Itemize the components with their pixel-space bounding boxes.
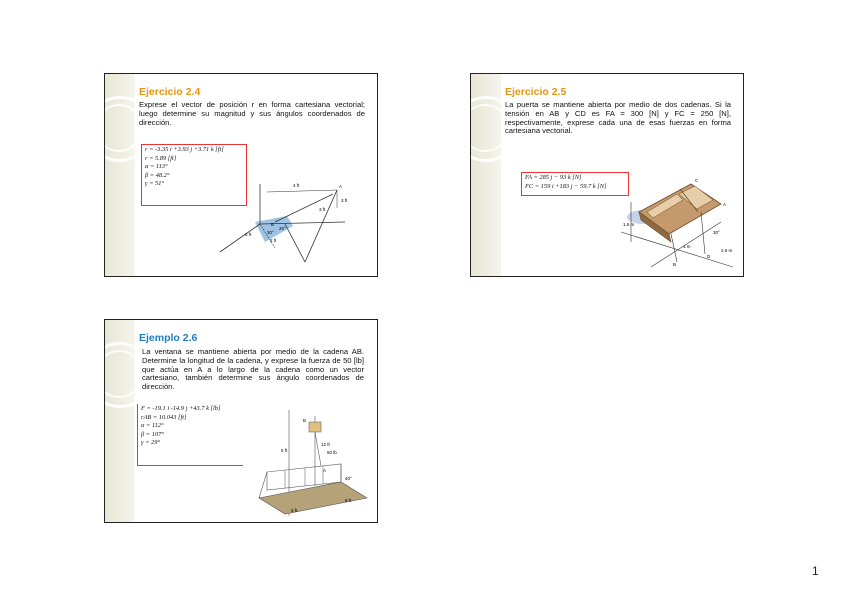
figure-label: A — [723, 202, 727, 207]
slide-text: Exprese el vector de posición r en forma cartesiana vectorial; luego determine su magnitud y sus ángulos coordenados de dirección. — [139, 100, 365, 127]
figure-label: 40° — [345, 476, 352, 481]
figure-label: 1.5 m — [623, 222, 635, 227]
figure-label: 8 ft — [345, 498, 352, 503]
answer-box — [521, 172, 629, 196]
figure-label: A — [339, 184, 343, 189]
figure-label: 4 ft — [293, 183, 300, 188]
figure-door-chains — [621, 172, 741, 277]
slide-text: La ventana se mantiene abierta por medio de la cadena AB. Determine la longitud de la cadena, y exprese la fuerza de 50 [lb] que actúa en A a lo largo de la cadena como un vector cartesiano, también determine sus ángulo coordenados de dirección. — [142, 347, 364, 392]
figure-window-chain — [245, 406, 373, 518]
slide-decoration — [105, 320, 135, 522]
answer-line: β = 107° — [141, 430, 164, 438]
slide-title: Ejemplo 2.6 — [139, 332, 198, 344]
figure-label: 2 ft — [270, 238, 277, 243]
slide-title: Ejercicio 2.4 — [139, 86, 201, 98]
figure-label: 5 ft — [291, 508, 298, 513]
slide-title: Ejercicio 2.5 — [505, 86, 567, 98]
figure-label: 30° — [267, 230, 274, 235]
answer-line: rAB = 10.043 [ft] — [141, 413, 187, 421]
answer-box — [137, 404, 243, 466]
answer-line: α = 112° — [141, 422, 164, 430]
figure-label: 12 ft — [321, 442, 330, 447]
slide-decoration — [471, 74, 501, 276]
figure-label: 2.5 m — [721, 248, 733, 253]
answer-line: FC = 159 i +183 j − 59.7 k [N] — [525, 182, 607, 190]
figure-label: 30° — [713, 230, 720, 235]
figure-label: B — [271, 222, 275, 227]
answer-line: β = 48.2° — [145, 171, 170, 179]
answer-line: γ = 29° — [141, 439, 160, 447]
figure-label: A — [323, 468, 327, 473]
answer-line: r = -3.35 i +3.93 j +3.71 k [ft] — [145, 146, 224, 153]
figure-label: 3 ft — [319, 207, 326, 212]
figure-label: 50 lb — [327, 450, 337, 455]
figure-label: 6 ft — [245, 232, 252, 237]
figure-label: B — [673, 262, 677, 267]
answer-line: r = 5.89 [ft] — [145, 154, 177, 162]
slide-decoration — [105, 74, 135, 276]
answer-line: γ = 51° — [145, 180, 164, 188]
figure-label: 20° — [279, 226, 286, 231]
slide-ejemplo-2-6 — [104, 319, 378, 523]
slide-ejercicio-2-5 — [470, 73, 744, 277]
figure-label: C — [695, 178, 699, 183]
page-number: 1 — [812, 564, 819, 578]
figure-position-vector — [215, 164, 365, 274]
figure-label: 1 m — [683, 244, 691, 249]
figure-label: D — [707, 254, 711, 259]
answer-line: FA = 285 j − 93 k [N] — [525, 174, 582, 181]
figure-label: 3 ft — [341, 198, 348, 203]
answer-line: F = -19.1 i -14.9 j +43.7 k [lb] — [141, 405, 221, 412]
slide-ejercicio-2-4 — [104, 73, 378, 277]
answer-line: α = 113° — [145, 163, 168, 171]
figure-label: B — [303, 418, 307, 423]
figure-label: 5 ft — [281, 448, 288, 453]
slide-text: La puerta se mantiene abierta por medio de dos cadenas. Si la tensión en AB y CD es FA = 300 [N] y FC = 250 [N], respectivamente, exprese cada una de esas fuerzas en forma cartesiana vectorial. — [505, 100, 731, 136]
